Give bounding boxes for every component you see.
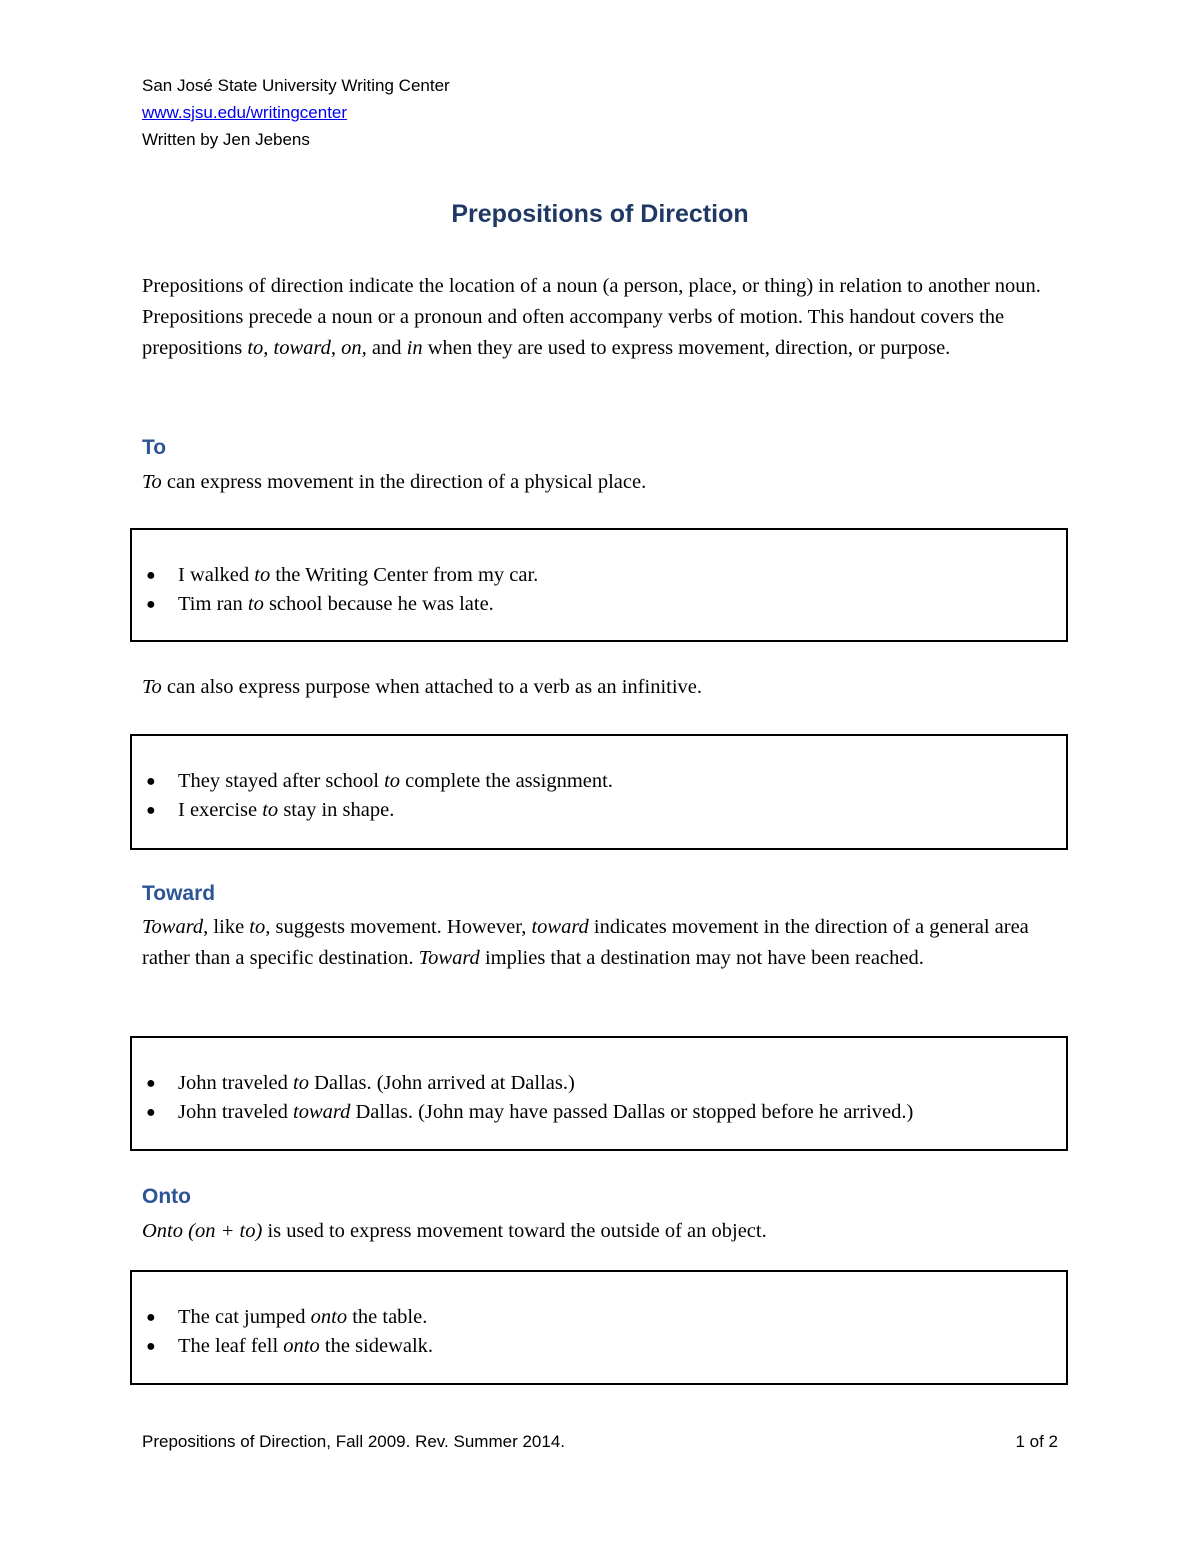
example-em: to [384, 770, 401, 792]
bullet-icon: ● [146, 567, 156, 584]
onto-desc-em: Onto (on + to) [142, 1220, 263, 1242]
example-text: John traveled [178, 1072, 293, 1094]
example-text: the Writing Center from my car. [270, 564, 539, 586]
bullet-icon: ● [146, 1104, 156, 1121]
intro-prep-on: on, [341, 337, 367, 359]
onto-desc-text: is used to express movement toward the outside of an object. [262, 1220, 767, 1242]
example-box-to-direction [130, 528, 1068, 642]
list-item [142, 767, 613, 796]
to-desc2-text: can also express purpose when attached to a verb as an infinitive. [161, 676, 702, 698]
example-text: Tim ran [178, 593, 248, 615]
bullet-icon: ● [146, 1309, 156, 1326]
example-text: Dallas. (John arrived at Dallas.) [308, 1072, 575, 1094]
bullet-icon: ● [146, 1338, 156, 1355]
example-text: Dallas. (John may have passed Dallas or stopped before he arrived.) [350, 1101, 914, 1123]
to-desc1-em: To [142, 471, 162, 493]
example-em: to [247, 593, 264, 615]
list-item [142, 1069, 913, 1098]
to-description-1 [142, 467, 1062, 498]
example-text: the sidewalk. [319, 1335, 434, 1357]
list-item [142, 561, 538, 590]
to-desc1-text: can express movement in the direction of a physical place. [161, 471, 647, 493]
example-text: I walked [178, 564, 255, 586]
list-item [142, 796, 613, 825]
bullet-icon: ● [146, 802, 156, 819]
example-text: John traveled [178, 1101, 293, 1123]
toward-em-2: to, [249, 916, 271, 938]
page-footer [142, 1432, 1058, 1452]
example-em: onto [310, 1306, 348, 1328]
footer-title: Prepositions of Direction, Fall 2009. Rev. Summer 2014. [142, 1432, 565, 1451]
toward-em-3: toward [531, 916, 589, 938]
author-line: Written by Jen Jebens [142, 130, 310, 149]
intro-prep-toward: toward, [273, 337, 337, 359]
example-text: stay in shape. [278, 799, 395, 821]
list-item [142, 590, 538, 619]
onto-description [142, 1216, 1062, 1247]
intro-paragraph [142, 271, 1062, 364]
intro-text-3: when they are used to express movement, direction, or purpose. [422, 337, 951, 359]
example-em: to [262, 799, 279, 821]
toward-text-4: implies that a destination may not have been reached. [479, 947, 924, 969]
example-text: They stayed after school [178, 770, 385, 792]
toward-em-4: Toward [418, 947, 480, 969]
toward-text-2: suggests movement. However, [270, 916, 532, 938]
to-desc2-em: To [142, 676, 162, 698]
example-box-toward [130, 1036, 1068, 1151]
page-number: 1 of 2 [1015, 1432, 1058, 1451]
list-item [142, 1098, 913, 1127]
document-header [142, 72, 450, 153]
example-em: to [254, 564, 271, 586]
example-em: onto [283, 1335, 320, 1357]
example-text: the table. [347, 1306, 428, 1328]
list-item [142, 1303, 433, 1332]
example-text: The leaf fell [178, 1335, 284, 1357]
example-box-onto [130, 1270, 1068, 1385]
example-box-to-purpose [130, 734, 1068, 850]
section-heading-onto: Onto [142, 1185, 191, 1208]
bullet-icon: ● [146, 596, 156, 613]
bullet-icon: ● [146, 1075, 156, 1092]
example-text: school because he was late. [263, 593, 494, 615]
toward-text-1: , like [203, 916, 250, 938]
intro-text-2: and [366, 337, 407, 359]
section-heading-to: To [142, 436, 167, 459]
writing-center-link[interactable]: www.sjsu.edu/writingcenter [142, 103, 348, 122]
to-description-2 [142, 672, 1062, 703]
intro-text-1: Prepositions of direction indicate the location of a noun (a person, place, or thing) in relation to another noun. Prepositions precede a noun or a pronoun and often accompany verbs of motion. This handout covers the prepositions [142, 275, 1041, 359]
intro-prep-to: to, [247, 337, 269, 359]
section-heading-toward: Toward [142, 882, 216, 905]
example-text: complete the assignment. [400, 770, 613, 792]
example-text: The cat jumped [178, 1306, 311, 1328]
page-title: Prepositions of Direction [451, 200, 749, 228]
toward-description [142, 912, 1062, 974]
example-em: to [293, 1072, 309, 1094]
intro-prep-in: in [406, 337, 423, 359]
list-item [142, 1332, 433, 1361]
example-em: toward [293, 1101, 351, 1123]
toward-em-1: Toward [142, 916, 204, 938]
org-name: San José State University Writing Center [142, 76, 450, 95]
bullet-icon: ● [146, 773, 156, 790]
example-text: I exercise [178, 799, 263, 821]
toward-text-3: indicates movement in the direction of a general area rather than a specific destination. [142, 916, 1029, 969]
